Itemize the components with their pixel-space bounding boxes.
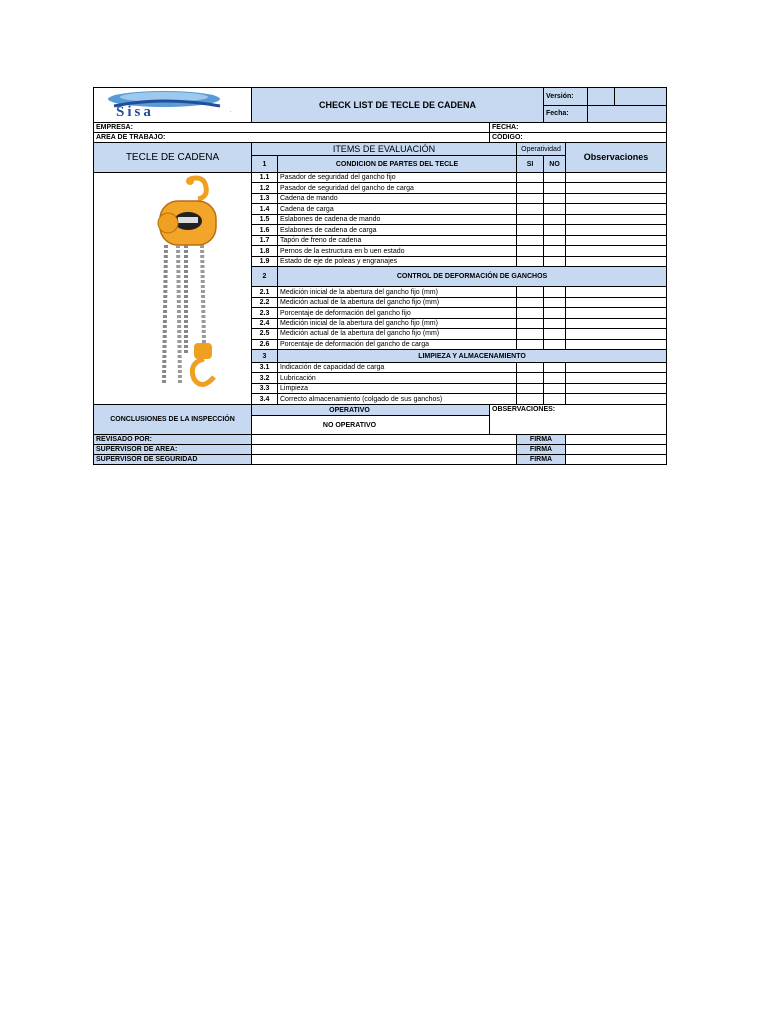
no-operativo-option[interactable]	[252, 416, 490, 435]
si-checkbox[interactable]	[517, 225, 544, 235]
si-checkbox[interactable]	[517, 193, 544, 203]
si-checkbox[interactable]	[517, 373, 544, 383]
si-checkbox[interactable]	[517, 362, 544, 372]
item-number: 3.4	[252, 394, 278, 405]
item-number: 2.3	[252, 308, 278, 318]
si-checkbox[interactable]	[517, 183, 544, 193]
item-number: 2.2	[252, 297, 278, 307]
item-text: Pasador de seguridad del gancho de carga	[278, 183, 517, 193]
item-number: 2.1	[252, 287, 278, 297]
item-number: 1.4	[252, 204, 278, 214]
page-title: CHECK LIST DE TECLE DE CADENA	[252, 88, 544, 123]
area-field[interactable]: AREA DE TRABAJO:	[94, 133, 490, 143]
no-checkbox[interactable]	[544, 329, 566, 339]
no-checkbox[interactable]	[544, 183, 566, 193]
section-1-title: CONDICION DE PARTES DEL TECLE	[278, 156, 517, 173]
item-text: Medición actual de la abertura del gancho fijo (mm)	[278, 297, 517, 307]
observation-cell[interactable]	[566, 235, 667, 245]
item-text: Correcto almacenamiento (colgado de sus ganchos)	[278, 394, 517, 405]
no-checkbox[interactable]	[544, 235, 566, 245]
no-checkbox[interactable]	[544, 297, 566, 307]
firma-label-3: FIRMA	[517, 455, 566, 465]
observation-cell[interactable]	[566, 308, 667, 318]
observation-cell[interactable]	[566, 373, 667, 383]
observation-cell[interactable]	[566, 173, 667, 183]
section-number: 3	[252, 350, 278, 363]
firma-field-2[interactable]	[566, 445, 667, 455]
observation-cell[interactable]	[566, 318, 667, 328]
si-checkbox[interactable]	[517, 318, 544, 328]
revisado-label: REVISADO POR:	[94, 435, 252, 445]
item-text: Cadena de carga	[278, 204, 517, 214]
table-row	[94, 173, 667, 183]
fecha-field[interactable]: FECHA:	[490, 123, 667, 133]
no-checkbox[interactable]	[544, 225, 566, 235]
observation-cell[interactable]	[566, 193, 667, 203]
item-text: Medición actual de la abertura del gancho fijo (mm)	[278, 329, 517, 339]
supervisor-seguridad-field[interactable]	[252, 455, 517, 465]
firma-label-1: FIRMA	[517, 435, 566, 445]
no-checkbox[interactable]	[544, 318, 566, 328]
item-number: 2.4	[252, 318, 278, 328]
item-text: Medición inicial de la abertura del gancho fijo (mm)	[278, 287, 517, 297]
observaciones-field[interactable]	[490, 405, 667, 435]
no-checkbox[interactable]	[544, 256, 566, 266]
no-checkbox[interactable]	[544, 308, 566, 318]
item-number: 1.1	[252, 173, 278, 183]
item-text: Pasador de seguridad del gancho fijo	[278, 173, 517, 183]
no-checkbox[interactable]	[544, 173, 566, 183]
si-checkbox[interactable]	[517, 339, 544, 349]
codigo-field[interactable]: CÓDIGO:	[490, 133, 667, 143]
firma-field-1[interactable]	[566, 435, 667, 445]
no-operativo-label: NO OPERATIVO	[322, 421, 377, 429]
logo	[94, 88, 252, 123]
date-value[interactable]	[588, 105, 667, 123]
si-checkbox[interactable]	[517, 173, 544, 183]
observation-cell[interactable]	[566, 383, 667, 393]
date-label: Fecha:	[544, 105, 588, 123]
observation-cell[interactable]	[566, 339, 667, 349]
item-text: Porcentaje de deformación del gancho fijo	[278, 308, 517, 318]
si-checkbox[interactable]	[517, 214, 544, 224]
no-checkbox[interactable]	[544, 373, 566, 383]
section-title: LIMPIEZA Y ALMACENAMIENTO	[278, 350, 667, 363]
version-label: Versión:	[544, 88, 588, 106]
si-checkbox[interactable]	[517, 329, 544, 339]
observation-cell[interactable]	[566, 329, 667, 339]
si-header: SI	[517, 156, 544, 173]
item-text: Lubricación	[278, 373, 517, 383]
item-number: 1.9	[252, 256, 278, 266]
si-checkbox[interactable]	[517, 235, 544, 245]
items-title: ITEMS DE EVALUACIÓN	[252, 143, 517, 156]
si-checkbox[interactable]	[517, 204, 544, 214]
item-text: Indicación de capacidad de carga	[278, 362, 517, 372]
no-checkbox[interactable]	[544, 193, 566, 203]
supervisor-area-field[interactable]	[252, 445, 517, 455]
item-text: Pernos de la estructura en b uen estado	[278, 246, 517, 256]
svg-text:.: .	[230, 108, 232, 114]
device-title: TECLE DE CADENA	[94, 143, 252, 173]
item-text: Estado de eje de poleas y engranajes	[278, 256, 517, 266]
si-checkbox[interactable]	[517, 308, 544, 318]
observaciones-header: Observaciones	[566, 143, 667, 173]
item-number: 2.6	[252, 339, 278, 349]
item-text: Cadena de mando	[278, 193, 517, 203]
conclusions-title: CONCLUSIONES DE LA INSPECCIÓN	[94, 405, 252, 435]
item-number: 1.5	[252, 214, 278, 224]
supervisor-seguridad-label: SUPERVISOR DE SEGURIDAD	[94, 455, 252, 465]
item-text: Eslabones de cadena de mando	[278, 214, 517, 224]
observation-cell[interactable]	[566, 297, 667, 307]
item-number: 1.7	[252, 235, 278, 245]
no-checkbox[interactable]	[544, 339, 566, 349]
supervisor-area-label: SUPERVISOR DE AREA:	[94, 445, 252, 455]
item-number: 2.5	[252, 329, 278, 339]
no-checkbox[interactable]	[544, 204, 566, 214]
observation-cell[interactable]	[566, 256, 667, 266]
no-header: NO	[544, 156, 566, 173]
si-checkbox[interactable]	[517, 394, 544, 405]
no-checkbox[interactable]	[544, 383, 566, 393]
item-number: 3.3	[252, 383, 278, 393]
section-number: 2	[252, 267, 278, 287]
operatividad-header: Operatividad	[517, 143, 566, 156]
no-checkbox[interactable]	[544, 287, 566, 297]
item-text: Medición inicial de la abertura del gancho fijo (mm)	[278, 318, 517, 328]
item-number: 3.1	[252, 362, 278, 372]
firma-field-3[interactable]	[566, 455, 667, 465]
checklist-sheet	[93, 87, 666, 465]
sisa-logo-icon	[94, 88, 250, 119]
no-checkbox[interactable]	[544, 362, 566, 372]
observation-cell[interactable]	[566, 394, 667, 405]
no-checkbox[interactable]	[544, 394, 566, 405]
si-checkbox[interactable]	[517, 246, 544, 256]
observation-cell[interactable]	[566, 362, 667, 372]
item-text: Porcentaje de deformación del gancho de carga	[278, 339, 517, 349]
operativo-label: OPERATIVO	[329, 406, 370, 414]
item-number: 1.2	[252, 183, 278, 193]
version-extra	[615, 88, 667, 106]
no-checkbox[interactable]	[544, 214, 566, 224]
observation-cell[interactable]	[566, 214, 667, 224]
si-checkbox[interactable]	[517, 297, 544, 307]
item-number: 1.8	[252, 246, 278, 256]
item-number: 1.6	[252, 225, 278, 235]
section-1-number: 1	[252, 156, 278, 173]
no-checkbox[interactable]	[544, 246, 566, 256]
empresa-field[interactable]: EMPRESA:	[94, 123, 490, 133]
item-number: 3.2	[252, 373, 278, 383]
item-number: 1.3	[252, 193, 278, 203]
logo-text: Sisa	[116, 104, 154, 119]
item-text: Eslabones de cadena de carga	[278, 225, 517, 235]
observaciones-label: OBSERVACIONES:	[492, 406, 556, 413]
version-value[interactable]	[588, 88, 615, 106]
observation-cell[interactable]	[566, 225, 667, 235]
observation-cell[interactable]	[566, 287, 667, 297]
item-text: Tapón de freno de cadena	[278, 235, 517, 245]
operativo-option[interactable]	[252, 405, 490, 416]
observation-cell[interactable]	[566, 246, 667, 256]
si-checkbox[interactable]	[517, 287, 544, 297]
chain-hoist-image	[98, 173, 248, 401]
hoist-image-cell	[94, 173, 252, 405]
observation-cell[interactable]	[566, 204, 667, 214]
checklist-table	[93, 87, 667, 465]
section-title: CONTROL DE DEFORMACIÓN DE GANCHOS	[278, 267, 667, 287]
firma-label-2: FIRMA	[517, 445, 566, 455]
si-checkbox[interactable]	[517, 383, 544, 393]
item-text: Limpieza	[278, 383, 517, 393]
observation-cell[interactable]	[566, 183, 667, 193]
si-checkbox[interactable]	[517, 256, 544, 266]
revisado-field[interactable]	[252, 435, 517, 445]
